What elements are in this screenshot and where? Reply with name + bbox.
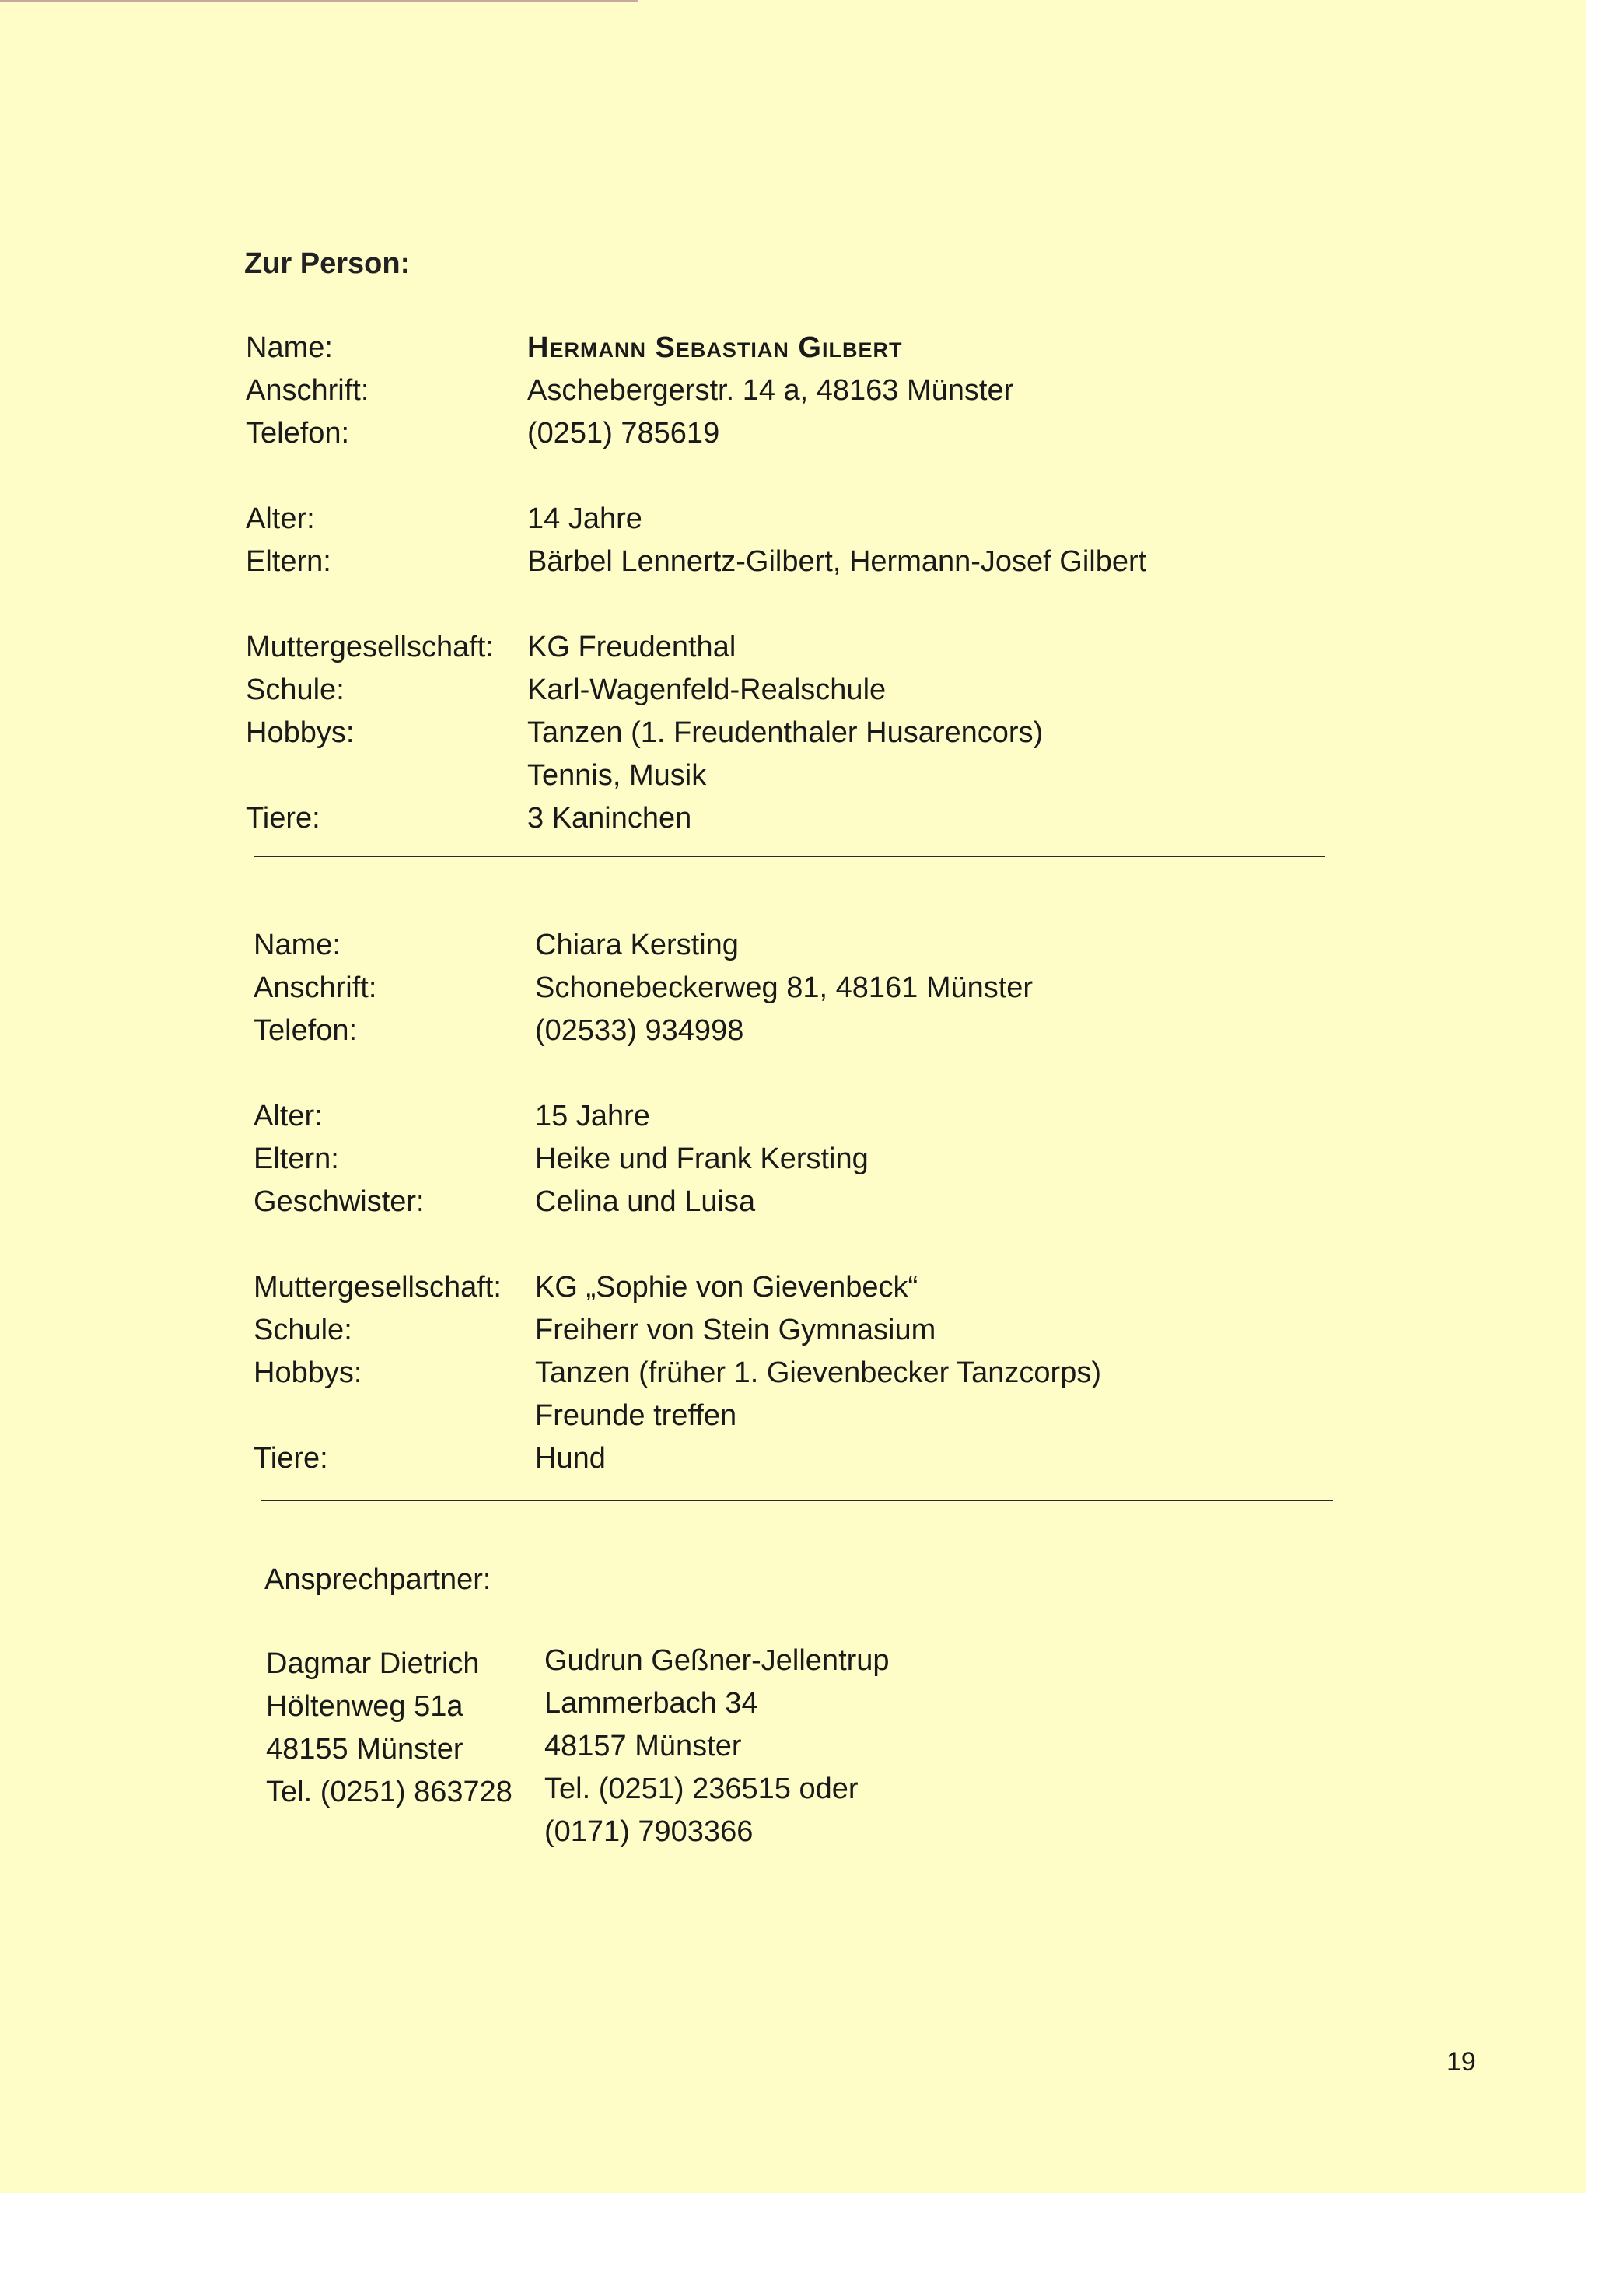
contact-mobile: (0171) 7903366 <box>544 1815 754 1848</box>
field-value: 3 Kaninchen <box>527 802 692 835</box>
contact-street: Lammerbach 34 <box>544 1687 758 1720</box>
field-value: (0251) 785619 <box>527 417 720 450</box>
contact-card-1 <box>266 1643 512 1814</box>
contact-city: 48157 Münster <box>544 1730 742 1762</box>
profile-row <box>246 583 1334 626</box>
top-edge-line <box>0 0 638 2</box>
field-label: Hobbys: <box>254 1356 362 1389</box>
contact-name: Gudrun Geßner-Jellentrup <box>544 1644 890 1677</box>
field-value: Hermann Sebastian Gilbert <box>527 331 903 364</box>
section-divider <box>261 1500 1333 1501</box>
field-label: Alter: <box>246 502 315 535</box>
field-value: Schonebeckerweg 81, 48161 Münster <box>535 971 1034 1004</box>
field-label: Name: <box>246 331 333 364</box>
contacts-title: Ansprechpartner: <box>264 1563 491 1596</box>
field-value <box>527 583 1334 626</box>
field-label <box>254 1223 535 1266</box>
profile-row <box>254 1138 1342 1181</box>
field-label: Name: <box>254 929 341 961</box>
profile-row <box>246 498 1334 541</box>
profile-row <box>246 541 1334 583</box>
field-value: 15 Jahre <box>535 1100 650 1132</box>
field-label: Telefon: <box>254 1014 358 1047</box>
person-1-profile <box>246 327 1334 840</box>
field-label: Muttergesellschaft: <box>254 1271 502 1304</box>
field-value: Tanzen (1. Freudenthaler Husarencors) <box>527 716 1044 749</box>
field-value <box>527 455 1334 498</box>
profile-row <box>254 1052 1342 1095</box>
field-value: Bärbel Lennertz-Gilbert, Hermann-Josef Gilbert <box>527 545 1147 578</box>
profile-row <box>254 1266 1342 1309</box>
profile-row <box>246 797 1334 840</box>
field-value: Chiara Kersting <box>535 929 739 961</box>
field-label: Hobbys: <box>246 716 355 749</box>
person-2-profile <box>254 924 1342 1480</box>
profile-row <box>254 924 1342 967</box>
field-label: Telefon: <box>246 417 350 450</box>
field-label <box>254 1052 535 1095</box>
section-heading: Zur Person: <box>244 247 411 280</box>
field-value: Freiherr von Stein Gymnasium <box>535 1314 936 1346</box>
profile-row <box>246 754 1334 797</box>
section-divider <box>254 856 1325 857</box>
profile-row <box>246 455 1334 498</box>
field-label: Tiere: <box>254 1442 328 1475</box>
profile-row <box>254 1437 1342 1480</box>
field-label: Schule: <box>246 674 345 706</box>
profile-row <box>254 1309 1342 1352</box>
field-label: Schule: <box>254 1314 352 1346</box>
contact-name: Dagmar Dietrich <box>266 1647 480 1680</box>
contact-street: Höltenweg 51a <box>266 1690 463 1723</box>
field-label: Eltern: <box>254 1143 339 1175</box>
field-value: Karl-Wagenfeld-Realschule <box>527 674 887 706</box>
profile-row <box>246 412 1334 455</box>
field-value: KG „Sophie von Gievenbeck“ <box>535 1271 918 1304</box>
field-value: (02533) 934998 <box>535 1014 744 1047</box>
field-label: Eltern: <box>246 545 331 578</box>
field-label <box>246 455 527 498</box>
profile-row <box>254 1010 1342 1052</box>
field-label <box>246 754 527 797</box>
field-label: Anschrift: <box>254 971 377 1004</box>
profile-row <box>254 1095 1342 1138</box>
profile-row <box>246 669 1334 712</box>
field-label: Anschrift: <box>246 374 369 407</box>
profile-row <box>254 1181 1342 1223</box>
profile-row <box>254 1395 1342 1437</box>
field-label <box>254 1395 535 1437</box>
field-label: Geschwister: <box>254 1185 425 1218</box>
profile-row <box>246 712 1334 754</box>
profile-row <box>246 626 1334 669</box>
page-number: 19 <box>1446 2047 1476 2077</box>
contact-phone: Tel. (0251) 863728 <box>266 1776 512 1808</box>
profile-row <box>254 967 1342 1010</box>
field-label: Muttergesellschaft: <box>246 631 494 663</box>
field-value: Tanzen (früher 1. Gievenbecker Tanzcorps) <box>535 1356 1101 1389</box>
field-value: Hund <box>535 1442 606 1475</box>
field-label <box>246 583 527 626</box>
field-value: Heike und Frank Kersting <box>535 1143 869 1175</box>
field-value: Freunde treffen <box>535 1399 737 1432</box>
field-value: 14 Jahre <box>527 502 642 535</box>
profile-row <box>254 1223 1342 1266</box>
contact-card-2 <box>544 1640 890 1853</box>
profile-row <box>254 1352 1342 1395</box>
field-value: Aschebergerstr. 14 a, 48163 Münster <box>527 374 1014 407</box>
field-value <box>535 1223 1342 1266</box>
field-value: KG Freudenthal <box>527 631 736 663</box>
field-value: Celina und Luisa <box>535 1185 756 1218</box>
contact-city: 48155 Münster <box>266 1733 463 1766</box>
field-value <box>535 1052 1342 1095</box>
profile-row <box>246 327 1334 369</box>
profile-row <box>246 369 1334 412</box>
field-value: Tennis, Musik <box>527 759 707 792</box>
field-label: Tiere: <box>246 802 320 835</box>
field-label: Alter: <box>254 1100 323 1132</box>
contact-phone: Tel. (0251) 236515 oder <box>544 1773 859 1805</box>
